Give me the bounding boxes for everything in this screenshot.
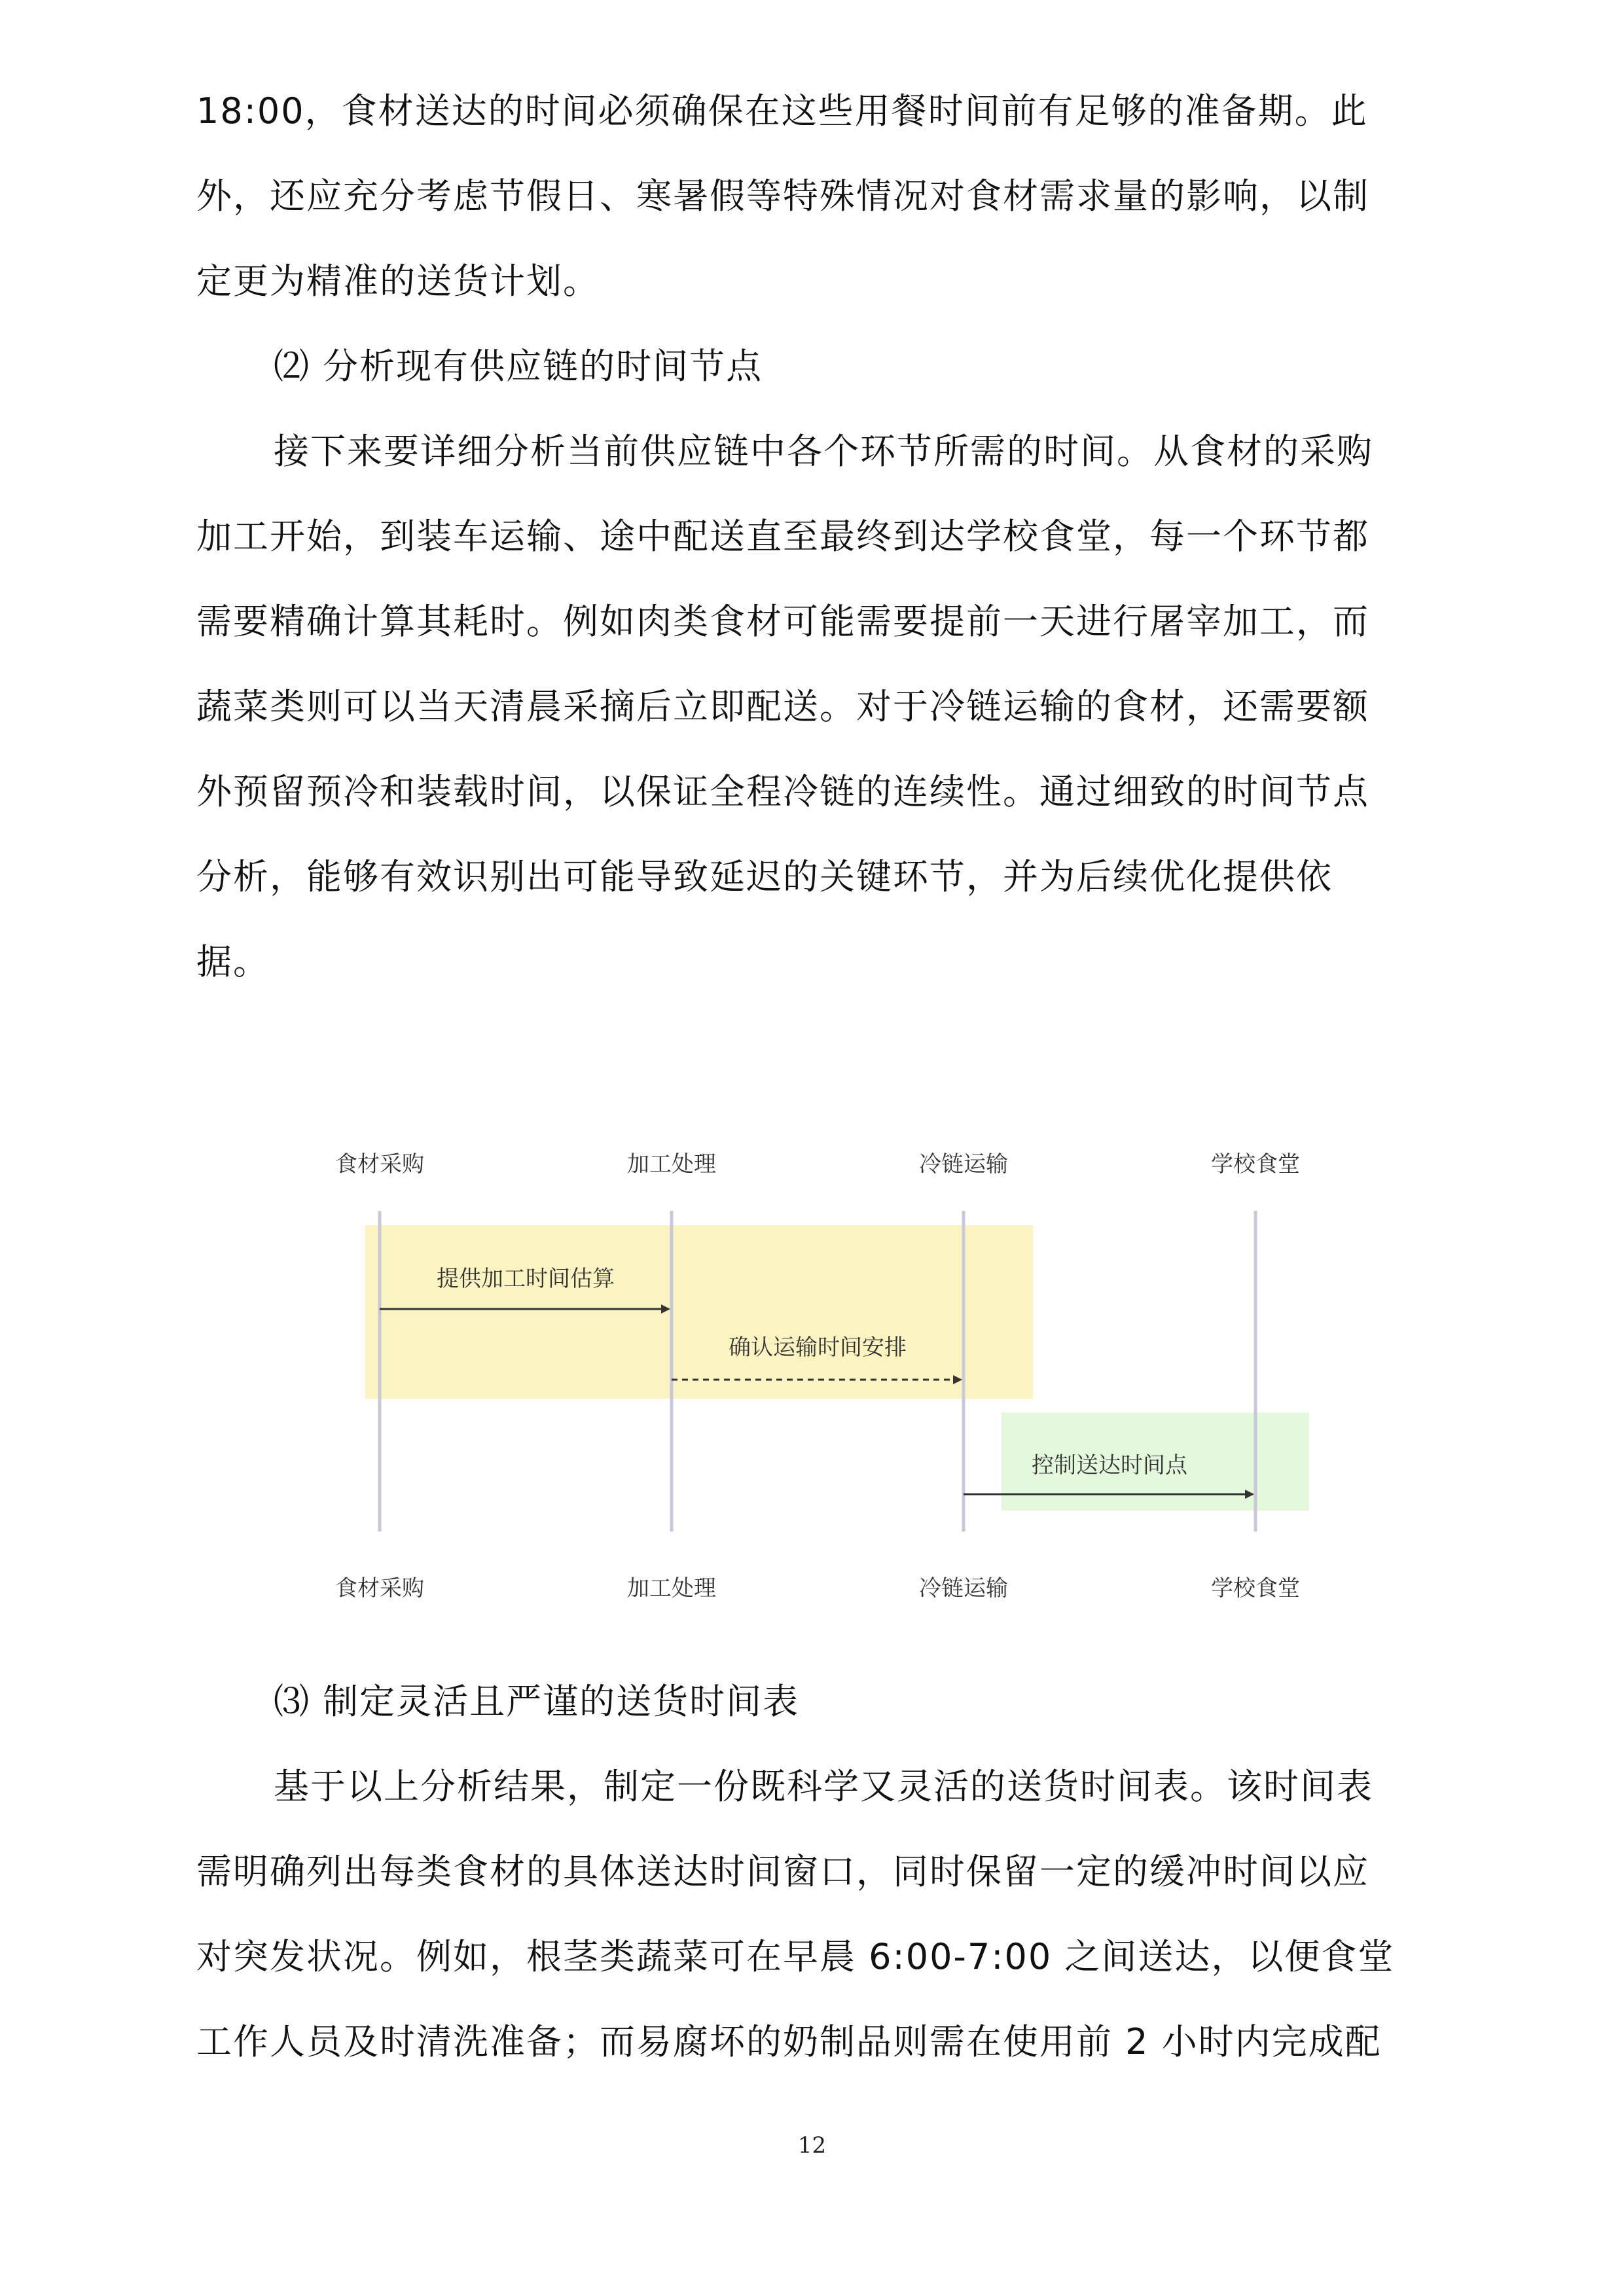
section-heading: ⑵ 分析现有供应链的时间节点	[274, 346, 763, 387]
paragraph-line: 需要精确计算其耗时。例如肉类食材可能需要提前一天进行屠宰加工，而	[196, 601, 1369, 642]
paragraph-line: 蔬菜类则可以当天清晨采摘后立即配送。对于冷链运输的食材，还需要额	[196, 686, 1369, 727]
message-label-0: 提供加工时间估算	[437, 1266, 615, 1292]
participant-top-3: 学校食堂	[1211, 1151, 1300, 1177]
participant-bottom-2: 冷链运输	[919, 1575, 1008, 1602]
participant-bottom-3: 学校食堂	[1211, 1575, 1300, 1602]
paragraph-line: 据。	[196, 941, 270, 982]
paragraph-line: 外，还应充分考虑节假日、寒暑假等特殊情况对食材需求量的影响，以制	[196, 175, 1369, 217]
paragraph-line: 加工开始，到装车运输、途中配送直至最终到达学校食堂，每一个环节都	[196, 516, 1369, 557]
sequence-diagram	[314, 1126, 1309, 1623]
participant-top-2: 冷链运输	[919, 1151, 1008, 1177]
paragraph-line: 18:00，食材送达的时间必须确保在这些用餐时间前有足够的准备期。此	[196, 90, 1368, 132]
paragraph-line: 需明确列出每类食材的具体送达时间窗口，同时保留一定的缓冲时间以应	[196, 1851, 1369, 1892]
paragraph-line: 对突发状况。例如，根茎类蔬菜可在早晨 6:00-7:00 之间送达，以便食堂	[196, 1936, 1395, 1977]
section-heading: ⑶ 制定灵活且严谨的送货时间表	[274, 1681, 800, 1722]
highlight-box-1	[365, 1225, 1033, 1399]
paragraph-line: 定更为精准的送货计划。	[196, 260, 600, 302]
paragraph-line: 外预留预冷和装载时间，以保证全程冷链的连续性。通过细致的时间节点	[196, 771, 1369, 812]
paragraph-line: 基于以上分析结果，制定一份既科学又灵活的送货时间表。该时间表	[274, 1766, 1373, 1807]
page-number: 12	[797, 2132, 827, 2159]
message-label-1: 确认运输时间安排	[729, 1335, 907, 1361]
message-label-2: 控制送达时间点	[1032, 1452, 1187, 1479]
participant-bottom-1: 加工处理	[627, 1575, 716, 1602]
paragraph-line: 接下来要详细分析当前供应链中各个环节所需的时间。从食材的采购	[274, 431, 1373, 472]
paragraph-line: 工作人员及时清洗准备；而易腐坏的奶制品则需在使用前 2 小时内完成配	[196, 2021, 1382, 2062]
participant-top-1: 加工处理	[627, 1151, 716, 1177]
paragraph-line: 分析，能够有效识别出可能导致延迟的关键环节，并为后续优化提供依	[196, 856, 1333, 897]
participant-bottom-0: 食材采购	[335, 1575, 424, 1602]
participant-top-0: 食材采购	[335, 1151, 424, 1177]
